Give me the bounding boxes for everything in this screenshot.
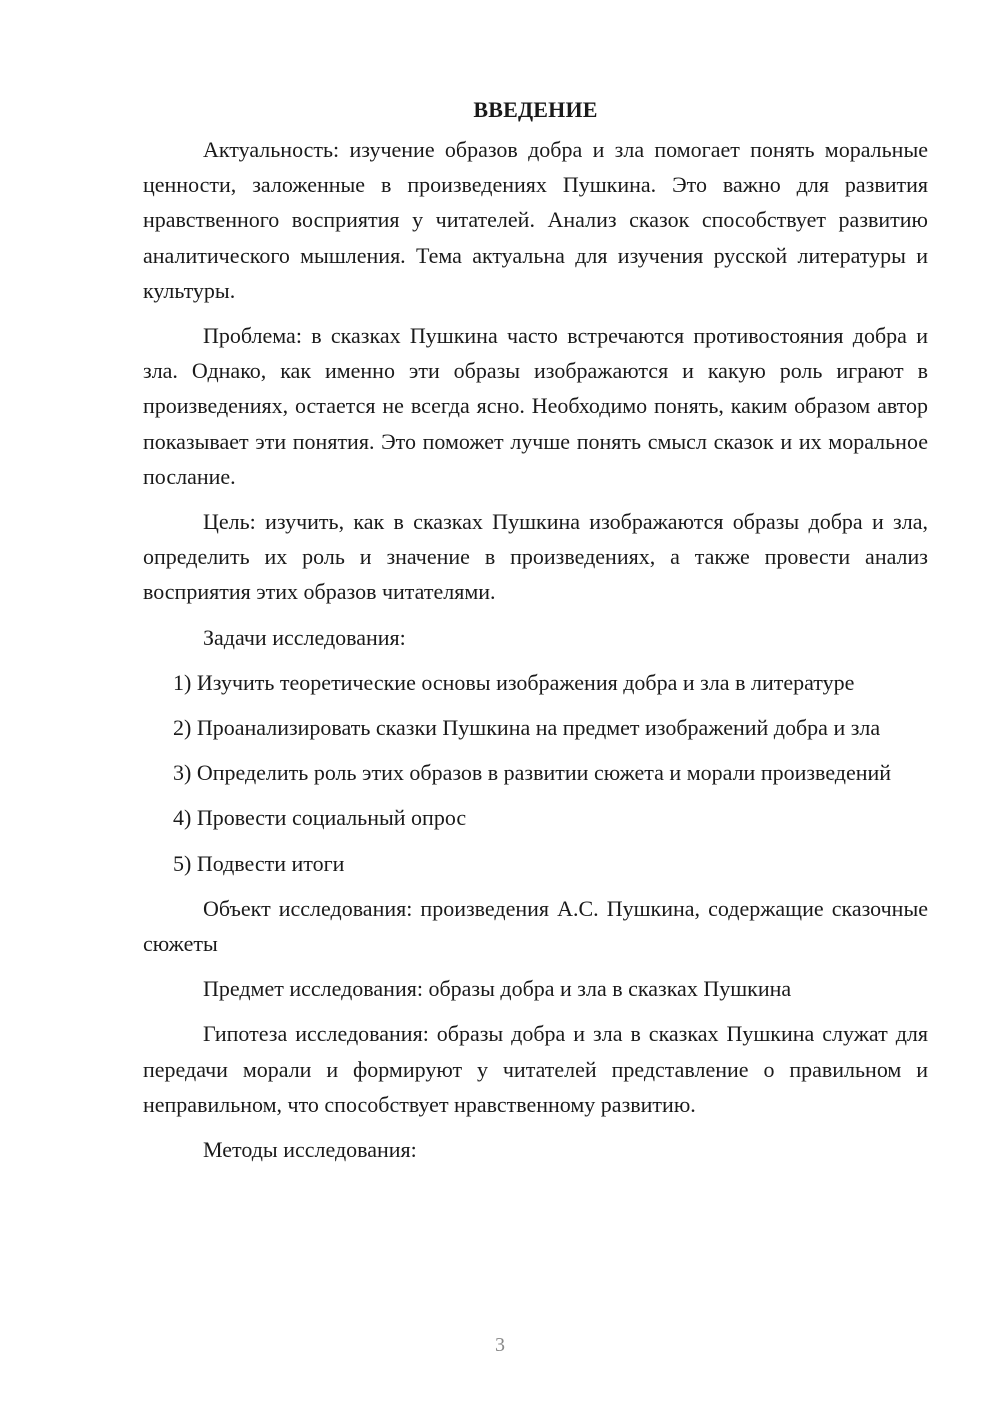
task-item-3: 3) Определить роль этих образов в развитии сюжета и морали произведений xyxy=(173,760,892,786)
task-item-1: 1) Изучить теоретические основы изображения добра и зла в литературе xyxy=(173,669,855,695)
relevance-paragraph: Актуальность: изучение образов добра и зла помогает понять моральные ценности, заложенные в произведениях Пушкина. Это важно для развития нравственного восприятия у читателей. Анализ сказок способствует развитию аналитического мышления. Тема актуальна для изучения русской литературы и культуры. xyxy=(143,137,928,303)
page-number: 3 xyxy=(495,1334,505,1356)
object-paragraph: Объект исследования: произведения А.С. Пушкина, содержащие сказочные сюжеты xyxy=(143,895,928,957)
task-item-4: 4) Провести социальный опрос xyxy=(173,805,467,831)
section-title: ВВЕДЕНИЕ xyxy=(473,97,598,122)
methods-heading: Методы исследования: xyxy=(203,1137,417,1163)
page-content xyxy=(143,92,928,1177)
tasks-heading: Задачи исследования: xyxy=(203,624,406,650)
goal-paragraph: Цель: изучить, как в сказках Пушкина изображаются образы добра и зла, определить их роль и значение в произведениях, а также провести анализ восприятия этих образов читателями. xyxy=(143,509,928,605)
subject-paragraph: Предмет исследования: образы добра и зла в сказках Пушкина xyxy=(203,976,792,1002)
hypothesis-paragraph: Гипотеза исследования: образы добра и зла в сказках Пушкина служат для передачи морали и формируют у читателей представление о правильном и неправильном, что способствует нравственному развитию. xyxy=(143,1021,928,1117)
problem-paragraph: Проблема: в сказках Пушкина часто встречаются противостояния добра и зла. Однако, как именно эти образы изображаются и какую роль играют в произведениях, остается не всегда ясно. Необходимо понять, каким образом автор показывает эти понятия. Это поможет лучше понять смысл сказок и их моральное послание. xyxy=(143,323,928,489)
task-item-2: 2) Проанализировать сказки Пушкина на предмет изображений добра и зла xyxy=(173,715,881,741)
task-item-5: 5) Подвести итоги xyxy=(173,850,345,876)
